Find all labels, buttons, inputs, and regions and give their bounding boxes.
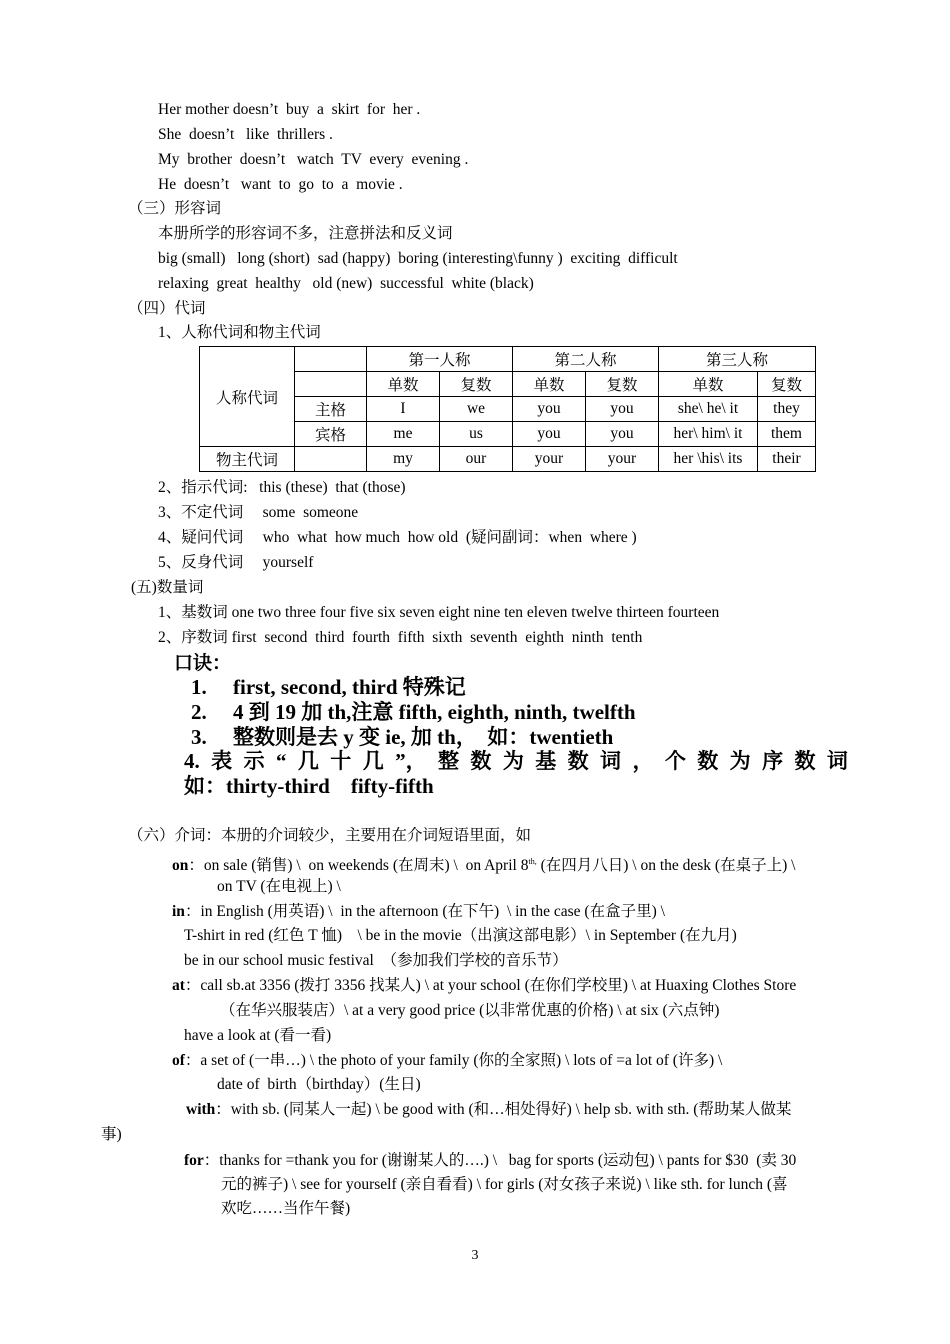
- table-cell: you: [586, 422, 659, 447]
- rule-char: ”，: [395, 749, 427, 773]
- preposition-label: on: [172, 857, 189, 875]
- text-line: 事): [101, 1126, 122, 1143]
- rule-char: 十: [330, 749, 352, 773]
- text-line: 3、不定代词 some someone: [158, 504, 359, 521]
- table-header-plural: 复数: [758, 372, 816, 397]
- text-line: She doesn’t like thrillers .: [158, 126, 333, 143]
- preposition-label: for: [184, 1152, 204, 1169]
- text-line: 2、指示代词: this (these) that (those): [158, 479, 406, 496]
- table-row-header: 人称代词: [200, 347, 295, 447]
- table-header-first-person: 第一人称: [367, 347, 513, 372]
- text-line: on TV (在电视上) \: [217, 878, 341, 895]
- table-cell-label: 主格: [295, 397, 367, 422]
- table-cell: my: [367, 447, 440, 472]
- entry-text: ：thanks for =thank you for (谢谢某人的….) \ bag for sports (运动包) \ pants for $30 (卖 30: [203, 1152, 797, 1169]
- preposition-entry-on: [172, 852, 795, 876]
- rule-char: 整: [438, 749, 459, 773]
- mnemonic-rule-justified: [184, 749, 848, 774]
- entry-text: ：on sale (销售) \ on weekends (在周末) \ on April 8: [188, 857, 529, 875]
- table-header-singular: 单数: [659, 372, 758, 397]
- rule-char: 数: [794, 749, 816, 773]
- table-cell: our: [440, 447, 513, 472]
- text-line: T-shirt in red (红色 T 恤) \ be in the movie（出演这部电影）\ in September (在九月): [184, 927, 737, 944]
- text-line: My brother doesn’t watch TV every evening .: [158, 151, 469, 168]
- table-cell: [295, 372, 367, 397]
- table-cell: she\ he\ it: [659, 397, 758, 422]
- section-heading-pronouns: （四）代词: [128, 300, 206, 317]
- table-header-plural: 复数: [440, 372, 513, 397]
- mnemonic-rule: 3. 整数则是去 y 变 ie, 加 th， 如：twentieth: [191, 725, 614, 749]
- rule-char: 几: [297, 749, 319, 773]
- rule-char: 序: [762, 749, 784, 773]
- entry-text: ：a set of (一串…) \ the photo of your family (你的全家照) \ lots of =a lot of (许多) \: [184, 1052, 723, 1069]
- rule-char: 为: [502, 749, 524, 773]
- rule-char: 词: [826, 749, 848, 773]
- table-cell: we: [440, 397, 513, 422]
- rule-char: 个: [664, 749, 686, 773]
- table-header-second-person: 第二人称: [513, 347, 659, 372]
- preposition-entry-at: [172, 976, 796, 996]
- rule-char: 数: [567, 749, 589, 773]
- table-cell: you: [513, 422, 586, 447]
- text-line: 元的裤子) \ see for yourself (亲自看看) \ for girls (对女孩子来说) \ like sth. for lunch (喜: [221, 1176, 788, 1193]
- rule-char: ，: [632, 749, 654, 773]
- section-heading-numerals: (五)数量词: [131, 579, 204, 596]
- table-cell: her\ him\ it: [659, 422, 758, 447]
- table-cell: me: [367, 422, 440, 447]
- table-cell: you: [513, 397, 586, 422]
- text-line: 2、序数词 first second third fourth fifth sixth seventh eighth ninth tenth: [158, 629, 643, 646]
- rule-char: 示: [243, 749, 265, 773]
- text-line: 欢吃……当作午餐): [221, 1200, 351, 1217]
- text-line: relaxing great healthy old (new) successful white (black): [158, 275, 534, 292]
- rule-char: 表: [211, 749, 233, 773]
- preposition-entry-in: [172, 902, 665, 922]
- preposition-label: in: [172, 903, 185, 920]
- table-cell: your: [586, 447, 659, 472]
- rule-char: 为: [729, 749, 751, 773]
- table-header-plural: 复数: [586, 372, 659, 397]
- text-line: （在华兴服装店）\ at a very good price (以非常优惠的价格) \ at six (六点钟): [220, 1002, 720, 1019]
- entry-text: ：call sb.at 3356 (拨打 3356 找某人) \ at your school (在你们学校里) \ at Huaxing Clothes Store: [184, 977, 797, 994]
- table-cell: their: [758, 447, 816, 472]
- table-row: [200, 447, 816, 472]
- text-line: Her mother doesn’t buy a skirt for her .: [158, 101, 421, 118]
- text-line: 1、基数词 one two three four five six seven eight nine ten eleven twelve thirteen fourteen: [158, 604, 720, 621]
- table-header-third-person: 第三人称: [659, 347, 816, 372]
- section-heading-prepositions: （六）介词：本册的介词较少，主要用在介词短语里面，如: [128, 827, 532, 844]
- rule-char: “: [275, 749, 287, 773]
- preposition-entry-with: [186, 1100, 791, 1120]
- table-cell: her \his\ its: [659, 447, 758, 472]
- preposition-label: of: [172, 1052, 185, 1069]
- text-line: be in our school music festival （参加我们学校的音乐节）: [184, 952, 568, 969]
- text-line: 4、疑问代词 who what how much how old (疑问副词：when where ): [158, 529, 637, 546]
- text-line: have a look at (看一看): [184, 1027, 332, 1044]
- table-header-singular: 单数: [367, 372, 440, 397]
- text-line: 本册所学的形容词不多，注意拼法和反义词: [158, 225, 453, 242]
- rule-char: 数: [697, 749, 719, 773]
- text-line: 1、人称代词和物主代词: [158, 324, 321, 341]
- text-line: He doesn’t want to go to a movie .: [158, 176, 403, 193]
- preposition-label: at: [172, 977, 185, 994]
- table-cell: you: [586, 397, 659, 422]
- text-line: date of birth（birthday）(生日): [217, 1076, 421, 1093]
- mnemonic-rule: 如：thirty-third fifty-fifth: [184, 774, 434, 798]
- preposition-entry-of: [172, 1051, 722, 1071]
- table-cell: your: [513, 447, 586, 472]
- preposition-label: with: [186, 1101, 216, 1118]
- table-cell-label: 物主代词: [200, 447, 295, 472]
- mnemonic-rule: 2. 4 到 19 加 th,注意 fifth, eighth, ninth, twelfth: [191, 700, 636, 724]
- rule-char: 4.: [184, 749, 200, 773]
- section-heading-adjectives: （三）形容词: [128, 200, 222, 217]
- text-line: big (small) long (short) sad (happy) boring (interesting\funny ) exciting difficult: [158, 250, 678, 267]
- superscript: th,: [528, 857, 537, 866]
- mnemonic-rule: 1. first, second, third 特殊记: [191, 675, 466, 699]
- rule-char: 数: [470, 749, 492, 773]
- table-cell: [295, 447, 367, 472]
- table-cell: us: [440, 422, 513, 447]
- entry-text: (在四月八日) \ on the desk (在桌子上) \: [536, 857, 796, 875]
- page-number: 3: [471, 1248, 479, 1263]
- preposition-entry-for: [184, 1151, 796, 1171]
- table-cell: [295, 347, 367, 372]
- table-cell-label: 宾格: [295, 422, 367, 447]
- table-cell: I: [367, 397, 440, 422]
- pronoun-table: [199, 346, 816, 472]
- rule-char: 几: [362, 749, 384, 773]
- table-header-singular: 单数: [513, 372, 586, 397]
- text-line: 5、反身代词 yourself: [158, 554, 314, 571]
- table-cell: them: [758, 422, 816, 447]
- rule-char: 基: [535, 749, 557, 773]
- entry-text: ：in English (用英语) \ in the afternoon (在下午) \ in the case (在盒子里) \: [184, 903, 665, 920]
- rule-char: 词: [600, 749, 622, 773]
- mnemonic-title: 口诀：: [174, 653, 232, 674]
- entry-text: ：with sb. (同某人一起) \ be good with (和…相处得好) \ help sb. with sth. (帮助某人做某: [215, 1101, 792, 1118]
- table-cell: they: [758, 397, 816, 422]
